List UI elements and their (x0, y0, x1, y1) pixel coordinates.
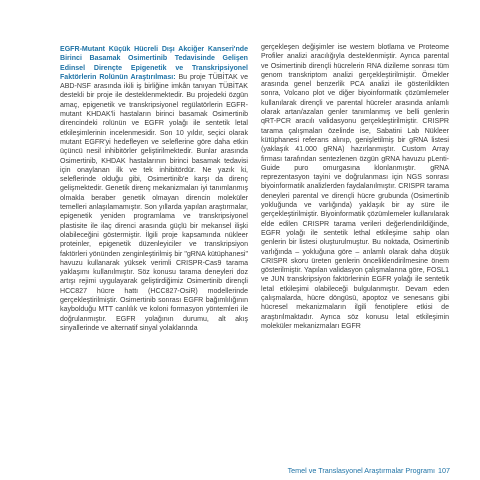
left-body-text: Bu proje TÜBİTAK ve ABD-NSF arasında ikili iş birliğine imkân tanıyan TÜBİTAK destekli bir proje ile desteklenmektedir. Bu projedeki özgün amaç, epigenetik ve transkripsiyonel regülatörlerin EGFR-mutant KHDAK'li hastaların birinci basamak Osimertinib direncindeki rolünün ve EGFR yolağı ile sentetik letal etkileşimlerinin incelenmesidir. Son 10 yıldır, seçici olarak mutant EGFR'yi hedefleyen ve seleflerine göre daha etkin üçüncü nesil inhibitörler geliştirilmektedir. Bunlar arasında Osimertinib, KHDAK hastalarının birinci basamak tedavisi için onaylanan ilk ve tek inhibitördür. Ne yazık ki, seleflerinde olduğu gibi, Osimertinib'e karşı da direnç gelişmektedir. Genetik direnç mekanizmaları iyi tanımlanmış olmakla beraber genetik olmayan direncin moleküler temelleri anlaşılamamıştır. Son yıllarda yapılan araştırmalar, epigenetik yeniden programlama ve transkripsiyonel plastisite ile ilaç direnci arasında güçlü bir mekansel ilişki olabileceğini göstermiştir. İlgili proje kapsamında nükleer proteinler, epigenetik düzenleyiciler ve transkripsiyon faktörleri yönünden zenginleştirilmiş bir "gRNA kütüphanesi" havuzu kullanarak yüksek verimli CRISPR-Cas9 tarama yaklaşımı kullanılmıştır. Söz konusu tarama deneyleri doz artışı rejimi uygulayarak geliştirdiğimiz Osimertinib dirençli HCC827 hücre hattı (HCC827-OsiR) modellerinde gerçekleştirilmiştir. Osimertinib sonrası EGFR bağımlılığının kaybolduğu MTT canlılık ve koloni formasyon yöntemleri ile doğrulanmıştır. EGFR yolağının durumu, alt akış sinyallerinde ve alternatif sinyal yolaklarında (60, 73, 248, 332)
page-number: 107 (438, 466, 450, 475)
section-heading: EGFR-Mutant Küçük Hücreli Dışı Akciğer Kanseri'nde Birinci Basamak Osimertinib Tedavisinde Gelişen Edinsel Dirençte Epigenetik ve Transkripsiyonel Faktörlerin Rolünün Araştırılması: (60, 46, 248, 81)
left-text-column (60, 45, 248, 333)
right-text-column (261, 43, 449, 331)
page-footer (288, 466, 450, 475)
left-paragraph (60, 45, 248, 333)
right-body-text: gerçekleşen değişimler ise western blotlama ve Proteome Profiler analizi aracılığıyla desteklenmiştir. Ayrıca parental ve Osimertinib dirençli hücrelerin RNA dizileme sonrası tüm genom transkriptom analizi gerçekleştirilmiştir. Örnekler arasında genel benzerlik PCA analizi ile gösterildikten sonra, Volcano plot ve diğer biyoinformatik çözümlemeler kullanılarak dirençli ve parental hücreler arasında anlamlı olarak artan/azalan genler tanımlanmış ve belli genlerin qRT-PCR aracılı validasyonu gerçekleştirilmiştir. CRISPR tarama çalışmaları özelinde ise, Sabatini Lab Nükleer kütüphanesi referans alınıp, genişletilmiş bir gRNA listesi (yaklaşık 41.000 gRNA) hazırlanmıştır. Custom Array firması tarafından sentezlenen özgün gRNA havuzu pLenti-Guide puro omurgasına klonlanmıştır. gRNA reprezentasyon tayini ve doğrulanması için NGS sonrası biyoinformatik analizlerden faydalanılmıştır. CRISPR tarama deneyleri parental ve dirençli hücre grubunda (Osimertinib yokluğunda ve varlığında) yaklaşık bir ay süre ile gerçekleştirilmiştir. Biyoinformatik çözümlemeler kullanılarak elde edilen CRISPR tarama verileri değerlendirildiğinde, EGFR yolağı ile sentetik lethal etkileşime sahip olan genlerin bir listesi oluşturulmuştur. Bu noktada, Osimertinib varlığında – yokluğuna göre – anlamlı olarak daha düşük CRISPR skoru üreten genlerin önceliklendirilmesine önem gösterilmiştir. Yapılan validasyon çalışmalarına göre, FOSL1 ve JUN transkripsiyon faktörlerinin EGFR yolağı ile sentetik letal etkileşimi olabileceği bulgulanmıştır. Devam eden çalışmalarda, hücre döngüsü, apoptoz ve senesans gibi hücresel mekanizmaların ilgili fenotiplere etkisi de araştırılmaktadır. Ayrıca söz konusu letal etkileşimin moleküler mekanizmaları EGFR (261, 44, 449, 330)
footer-title: Temel ve Translasyonel Araştırmalar Programı (287, 466, 435, 475)
